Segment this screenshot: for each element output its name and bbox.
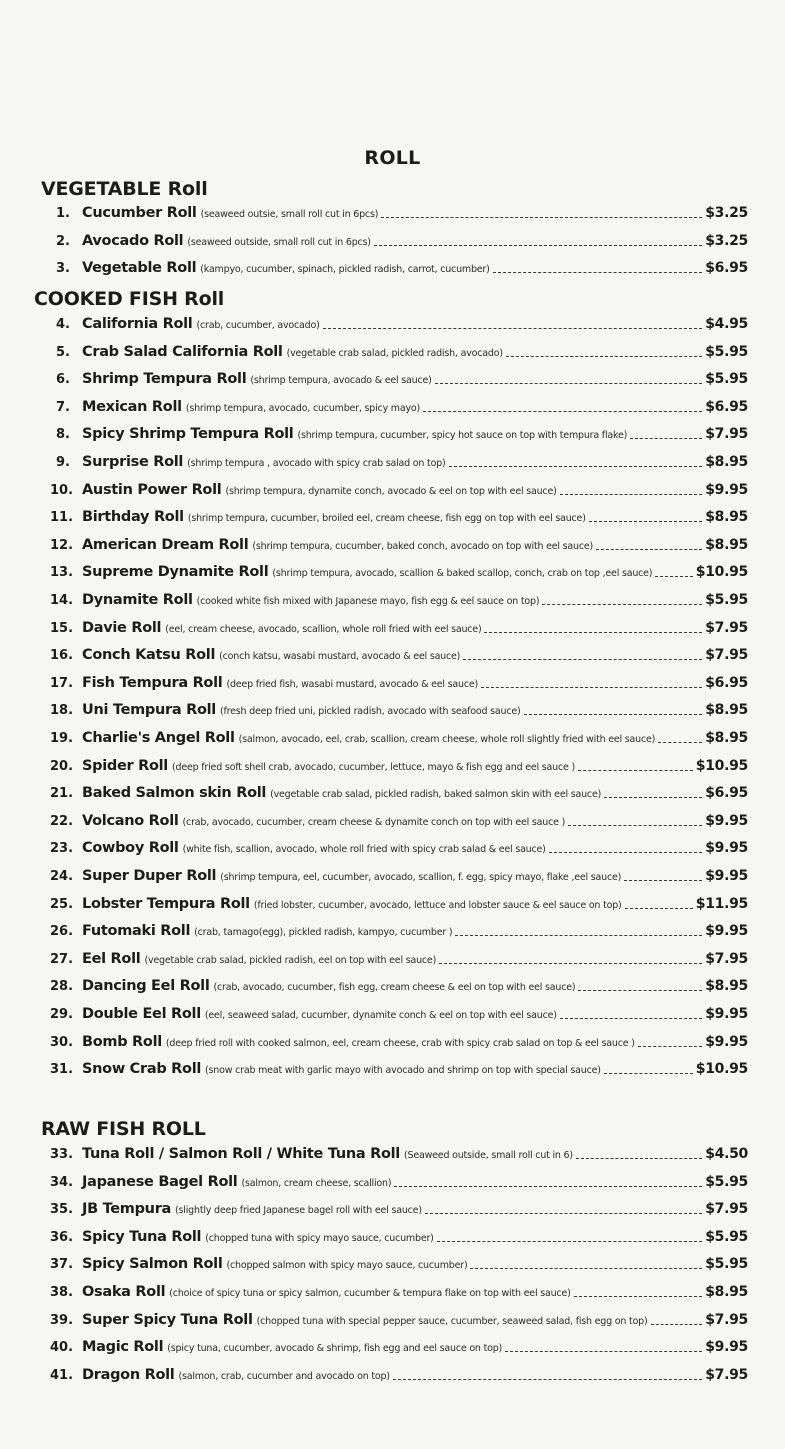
menu-item [50,454,748,476]
item-number: 26. [50,924,74,940]
menu-item [50,923,748,945]
item-number: 33. [50,1147,74,1162]
dotted-leader [651,1323,703,1325]
item-price: $9.95 [705,868,748,884]
item-price: $9.95 [705,481,748,498]
item-description: (chopped tuna with special pepper sauce, cucumber, seaweed salad, fish egg on top) [256,1315,648,1327]
item-name: Super Duper Roll [82,868,217,884]
dotted-leader [578,769,693,771]
dotted-leader [435,382,703,384]
item-price: $9.95 [705,812,748,829]
menu-item [50,564,748,586]
item-description: (shrimp tempura, cucumber, spicy hot sauce on top with tempura flake) [297,430,628,442]
dotted-leader [625,907,693,909]
item-description: (shrimp tempura, avocado, scallion & baked scallop, conch, crab on top ,eel sauce) [272,568,653,580]
item-name: Spicy Salmon Roll [82,1256,223,1273]
item-description: (shrimp tempura, avocado, cucumber, spicy mayo) [185,402,421,414]
item-price: $3.25 [705,205,748,221]
menu-item [50,730,748,752]
item-price: $6.95 [705,785,748,802]
item-number: 20. [50,758,74,774]
dotted-leader [481,686,702,688]
item-price: $10.95 [695,564,748,581]
item-number: 38. [50,1285,74,1300]
dotted-leader [604,796,702,798]
dotted-leader [658,741,702,743]
menu-item [50,482,748,504]
item-number: 11. [50,510,74,526]
menu-item [50,868,748,890]
item-name: Davie Roll [82,619,162,636]
dotted-leader [393,1378,702,1380]
item-name: Charlie's Angel Roll [82,730,235,746]
item-name: Super Spicy Tuna Roll [82,1311,253,1328]
item-number: 7. [56,399,70,415]
dotted-leader [589,520,703,522]
item-number: 12. [50,537,74,553]
item-name: Tuna Roll / Salmon Roll / White Tuna Roll [82,1146,400,1162]
menu-item [50,592,748,614]
item-number: 39. [50,1312,74,1328]
item-name: Vegetable Roll [82,260,197,277]
item-name: Crab Salad California Roll [82,343,283,360]
item-description: (deep fried roll with cooked salmon, eel, cream cheese, crab with spicy crab salad on top & eel sauce ) [165,1037,635,1049]
menu-item [50,1312,748,1334]
menu-item [50,1201,748,1223]
item-price: $4.95 [705,316,748,332]
item-number: 1. [56,206,70,221]
menu-item [50,1006,748,1028]
item-price: $5.95 [705,592,748,608]
item-name: Spicy Tuna Roll [82,1228,202,1245]
item-number: 29. [50,1007,74,1022]
menu-item [50,426,748,448]
dotted-leader [439,962,702,964]
dotted-leader [524,713,703,715]
menu-item [50,233,748,255]
menu-item [50,1146,748,1168]
item-description: (deep fried soft shell crab, avocado, cucumber, lettuce, mayo & fish egg and eel sauce ) [171,761,575,773]
item-description: (shrimp tempura, dynamite conch, avocado & eel on top with eel sauce) [225,485,557,497]
dotted-leader [323,327,703,329]
item-number: 14. [50,593,74,608]
menu-item [50,951,748,973]
item-price: $5.95 [705,1228,748,1245]
dotted-leader [374,244,702,246]
menu-item [50,1174,748,1196]
item-number: 6. [56,372,70,388]
item-price: $9.95 [705,840,748,857]
item-price: $8.95 [705,454,748,470]
item-description: (vegetable crab salad, pickled radish, avocado) [286,347,503,359]
dotted-leader [604,1072,693,1074]
item-description: (shrimp tempura, cucumber, baked conch, avocado on top with eel sauce) [252,540,594,552]
item-price: $9.95 [705,1006,748,1022]
dotted-leader [463,658,702,660]
menu-item [50,260,748,282]
item-number: 21. [50,786,74,802]
menu-item [50,785,748,807]
item-description: (cooked white fish mixed with Japanese mayo, fish egg & eel sauce on top) [196,596,540,607]
dotted-leader [578,989,702,991]
item-number: 18. [50,703,74,719]
item-name: JB Tempura [82,1201,172,1218]
item-description: (kampyo, cucumber, spinach, pickled radish, carrot, cucumber) [200,264,490,276]
item-description: (salmon, cream cheese, scallion) [241,1177,392,1189]
item-description: (white fish, scallion, avocado, whole roll fried with spicy crab salad & eel sauce) [182,844,546,856]
item-number: 2. [56,233,70,249]
item-price: $7.95 [705,647,748,664]
item-description: (deep fried fish, wasabi mustard, avocado & eel sauce) [226,678,479,690]
item-name: Dynamite Roll [82,592,193,608]
item-description: (shrimp tempura, eel, cucumber, avocado, scallion, f. egg, spicy mayo, flake ,eel sauce) [220,872,622,883]
item-description: (crab, tamago(egg), pickled radish, kampyo, cucumber ) [194,927,453,939]
menu-item [50,647,748,669]
item-number: 36. [50,1229,74,1245]
item-description: (shrimp tempura, cucumber, broiled eel, cream cheese, fish egg on top with eel sauce) [187,513,586,525]
item-name: Birthday Roll [82,509,184,526]
item-price: $5.95 [705,1173,748,1190]
item-price: $9.95 [705,923,748,940]
dotted-leader [394,1185,702,1187]
menu-item [50,344,748,366]
item-price: $7.95 [705,1201,748,1218]
item-price: $11.95 [695,895,748,912]
dotted-leader [470,1267,702,1269]
item-description: (snow crab meat with garlic mayo with avocado and shrimp on top with special sauce) [205,1065,601,1077]
item-price: $7.95 [705,619,748,636]
item-description: (salmon, avocado, eel, crab, scallion, cream cheese, whole roll slightly fried with eel sauce) [238,734,656,745]
item-number: 10. [50,482,74,498]
menu-item [50,1284,748,1306]
dotted-leader [638,1045,702,1047]
page-title: ROLL [364,147,421,169]
item-name: Osaka Roll [82,1284,166,1300]
item-number: 27. [50,951,74,967]
item-description: (seaweed outsie, small roll cut in 6pcs) [200,209,379,220]
item-name: California Roll [82,316,193,332]
item-description: (choice of spicy tuna or spicy salmon, cucumber & tempura flake on top with eel sauce) [169,1288,571,1299]
dotted-leader [542,603,702,605]
item-price: $7.95 [705,426,748,443]
item-number: 40. [50,1340,74,1356]
item-description: (shrimp tempura, avocado & eel sauce) [250,375,432,387]
item-name: Uni Tempura Roll [82,702,216,719]
item-description: (seaweed outside, small roll cut in 6pcs) [187,236,371,248]
item-price: $7.95 [705,1311,748,1328]
dotted-leader [624,879,702,881]
menu-item [50,1256,748,1278]
menu-item [50,896,748,918]
menu-item [50,840,748,862]
item-number: 24. [50,869,74,884]
item-number: 31. [50,1062,74,1078]
menu-item [50,537,748,559]
item-name: Fish Tempura Roll [82,674,223,691]
item-description: (crab, avocado, cucumber, cream cheese & dynamite conch on top with eel sauce ) [182,816,566,828]
dotted-leader [449,465,703,467]
item-price: $6.95 [705,674,748,691]
item-description: (chopped salmon with spicy mayo sauce, cucumber) [226,1260,468,1272]
item-price: $5.95 [705,343,748,360]
item-name: Conch Katsu Roll [82,647,216,664]
item-price: $7.95 [705,950,748,967]
item-name: Snow Crab Roll [82,1061,202,1078]
dotted-leader [576,1157,702,1159]
item-name: Spicy Shrimp Tempura Roll [82,426,294,443]
item-number: 5. [56,344,70,360]
dotted-leader [630,437,702,439]
menu-item [50,1061,748,1083]
item-number: 16. [50,648,74,664]
menu-item [50,1229,748,1251]
item-name: Lobster Tempura Roll [82,895,250,912]
item-price: $6.95 [705,260,748,277]
item-price: $8.95 [705,730,748,746]
item-description: (crab, avocado, cucumber, fish egg, cream cheese & eel on top with eel sauce) [213,982,576,994]
dotted-leader [655,575,692,577]
section-heading: RAW FISH ROLL [41,1118,206,1140]
item-description: (shrimp tempura , avocado with spicy crab salad on top) [187,458,446,469]
item-name: Dancing Eel Roll [82,978,210,995]
item-description: (vegetable crab salad, pickled radish, baked salmon skin with eel sauce) [270,789,602,801]
item-number: 17. [50,675,74,691]
menu-item [50,758,748,780]
item-number: 9. [56,455,70,470]
item-name: Eel Roll [82,950,141,967]
item-name: Double Eel Roll [82,1006,201,1022]
menu-item [50,316,748,338]
item-price: $9.95 [705,1339,748,1356]
item-name: Surprise Roll [82,454,184,470]
item-price: $5.95 [705,371,748,388]
item-price: $5.95 [705,1256,748,1273]
item-description: (conch katsu, wasabi mustard, avocado & eel sauce) [219,651,461,663]
menu-item [50,1367,748,1389]
menu-item [50,620,748,642]
item-name: Dragon Roll [82,1366,175,1383]
dotted-leader [484,631,702,633]
item-price: $9.95 [705,1033,748,1050]
item-description: (eel, seaweed salad, cucumber, dynamite conch & eel on top with eel sauce) [204,1010,557,1021]
item-name: Baked Salmon skin Roll [82,785,267,802]
item-name: Magic Roll [82,1339,164,1356]
item-price: $8.95 [705,509,748,526]
item-number: 41. [50,1367,74,1383]
item-number: 37. [50,1257,74,1273]
item-number: 19. [50,731,74,746]
item-name: Japanese Bagel Roll [82,1173,238,1190]
item-name: Austin Power Roll [82,481,222,498]
dotted-leader [506,355,702,357]
menu-item [50,813,748,835]
menu-item [50,675,748,697]
item-price: $10.95 [695,757,748,774]
dotted-leader [568,824,702,826]
item-number: 22. [50,813,74,829]
item-price: $10.95 [695,1061,748,1078]
item-name: Futomaki Roll [82,923,191,940]
item-name: Supreme Dynamite Roll [82,564,269,581]
item-number: 8. [56,427,70,443]
dotted-leader [455,934,702,936]
item-description: (spicy tuna, cucumber, avocado & shrimp, fish egg and eel sauce on top) [167,1343,503,1355]
item-name: Spider Roll [82,757,168,774]
dotted-leader [560,1017,702,1019]
menu-item [50,1339,748,1361]
item-name: Shrimp Tempura Roll [82,371,247,388]
item-number: 34. [50,1174,74,1190]
item-number: 25. [50,896,74,912]
item-description: (fried lobster, cucumber, avocado, lettuce and lobster sauce & eel sauce on top) [253,899,622,911]
dotted-leader [596,548,702,550]
item-number: 15. [50,620,74,636]
item-price: $8.95 [705,702,748,719]
menu-item [50,1034,748,1056]
item-number: 28. [50,979,74,995]
dotted-leader [574,1295,703,1297]
item-description: (chopped tuna with spicy mayo sauce, cucumber) [205,1232,434,1244]
item-name: Cucumber Roll [82,205,197,221]
dotted-leader [381,216,702,218]
item-description: (vegetable crab salad, pickled radish, eel on top with eel sauce) [144,954,437,966]
dotted-leader [549,851,703,853]
item-price: $4.50 [705,1146,748,1162]
item-name: Avocado Roll [82,232,184,249]
item-price: $7.95 [705,1366,748,1383]
item-price: $8.95 [705,536,748,553]
item-number: 13. [50,565,74,581]
menu-item [50,509,748,531]
item-description: (salmon, crab, cucumber and avocado on top) [178,1370,390,1382]
item-number: 23. [50,841,74,857]
menu-item [50,978,748,1000]
item-name: American Dream Roll [82,536,249,553]
dotted-leader [423,410,702,412]
item-number: 3. [56,261,70,277]
item-name: Volcano Roll [82,812,179,829]
item-name: Cowboy Roll [82,840,179,857]
item-description: (fresh deep fried uni, pickled radish, avocado with seafood sauce) [219,706,521,718]
dotted-leader [437,1240,703,1242]
item-name: Bomb Roll [82,1033,162,1050]
item-name: Mexican Roll [82,398,182,415]
item-price: $8.95 [705,1284,748,1300]
menu-item [50,399,748,421]
item-description: (slightly deep fried Japanese bagel roll with eel sauce) [175,1205,422,1217]
item-price: $6.95 [705,398,748,415]
item-price: $3.25 [705,232,748,249]
item-number: 35. [50,1202,74,1218]
dotted-leader [505,1350,702,1352]
menu-item [50,205,748,227]
section-heading: COOKED FISH Roll [34,288,225,310]
item-price: $8.95 [705,978,748,995]
menu-item [50,371,748,393]
section-heading: VEGETABLE Roll [41,178,208,200]
menu-item [50,702,748,724]
dotted-leader [493,271,703,273]
item-number: 30. [50,1034,74,1050]
item-description: (eel, cream cheese, avocado, scallion, whole roll fried with eel sauce) [165,623,482,635]
dotted-leader [425,1212,702,1214]
item-description: (crab, cucumber, avocado) [196,320,320,331]
dotted-leader [560,493,703,495]
item-number: 4. [56,317,70,332]
item-description: (Seaweed outside, small roll cut in 6) [403,1150,573,1161]
